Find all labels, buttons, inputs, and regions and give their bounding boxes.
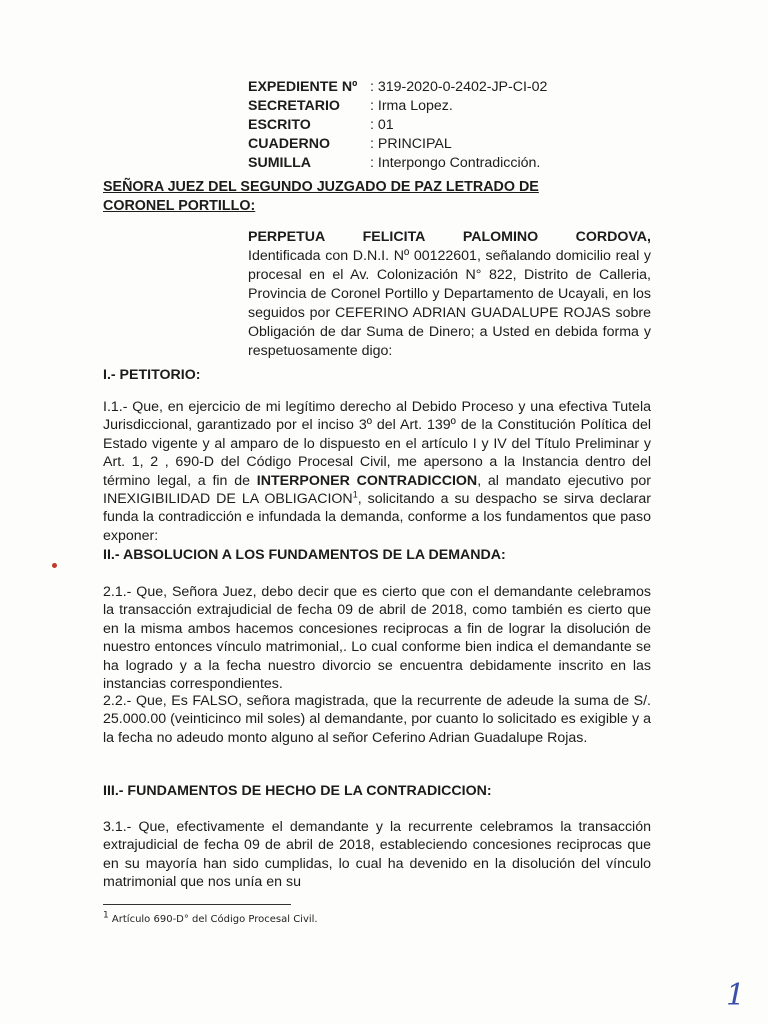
section-title-petitorio: I.- PETITORIO: <box>103 367 201 383</box>
section-title-absolucion: II.- ABSOLUCION A LOS FUNDAMENTOS DE LA DEMANDA: <box>103 547 506 563</box>
header-value: : PRINCIPAL <box>370 136 452 152</box>
paragraph-text: , solicitando a su despacho se sirva declarar funda la contradicción e infundada la demanda, conforme a los fundamentos que paso exponer: <box>103 491 651 544</box>
paragraph-2-1: 2.1.- Que, Señora Juez, debo decir que es cierto que con el demandante celebramos la transacción extrajudicial de fecha 09 de abril de 2018, como también es cierto que en la misma ambos hacemos concesiones reciprocas a fin de lograr la disolución de nuestro entonces vínculo matrimonial,. Lo cual conforme bien indica el demandante se ha logrado y a la fecha nuestro divorcio se encuentra debidamente inscrito en las instancias correspondientes. <box>103 584 651 693</box>
header-row-cuaderno <box>248 135 547 154</box>
paragraph-text: I.1.- Que, en ejercicio de mi legítimo derecho al Debido Proceso y una efectiva Tutela Jurisdiccional, garantizado por el inciso 3º del Art. 139º de la Constitución Política del Estado vigente y al amparo de lo dispuesto en el artículo I y IV del Título Preliminar y Art. 1, 2 , 690-D del Código Procesal Civil, me apersono a la Instancia dentro del término legal, a fin de <box>103 399 651 489</box>
header-label: SUMILLA <box>248 155 312 171</box>
name-word: PALOMINO <box>462 229 539 245</box>
name-word: PERPETUA <box>248 229 326 245</box>
footnote-divider <box>103 904 291 905</box>
name-word: CORDOVA, <box>575 229 651 245</box>
footnote <box>103 910 318 925</box>
header-value: : 01 <box>370 117 394 133</box>
header-row-escrito <box>248 116 547 135</box>
header-row-expediente <box>248 78 547 97</box>
petitioner-name <box>248 228 651 247</box>
footnote-number: 1 <box>103 910 109 921</box>
footnote-text: Artículo 690-D° del Código Procesal Civil. <box>108 914 318 925</box>
header-row-secretario <box>248 97 547 116</box>
header-row-sumilla <box>248 154 547 173</box>
paragraph-2-2: 2.2.- Que, Es FALSO, señora magistrada, que la recurrente de adeude la suma de S/. 25.000.00 (veinticinco mil soles) al demandante, por cuanto lo solicitado es exigible y a la fecha no adeudo monto alguno al señor Ceferino Adrian Guadalupe Rojas. <box>103 693 651 746</box>
name-word: FELICITA <box>362 229 426 245</box>
ink-dot <box>52 563 57 568</box>
intro-text: Identificada con D.N.I. Nº 00122601, señalando domicilio real y procesal en el Av. Colonización N° 822, Distrito de Calleria, Provincia de Coronel Portillo y Departamento de Ucayali, en los seguidos por CEFERINO ADRIAN GUADALUPE ROJAS sobre Obligación de dar Suma de Dinero; a Usted en debida forma y respetuosamente digo: <box>248 248 651 359</box>
footnote-ref: 1 <box>352 489 358 500</box>
section-title-fundamentos: III.- FUNDAMENTOS DE HECHO DE LA CONTRADICCION: <box>103 783 492 799</box>
header-label: SECRETARIO <box>248 98 340 114</box>
paragraph-bold-text: INTERPONER CONTRADICCION <box>256 472 478 489</box>
header-value: : 319-2020-0-2402-JP-CI-02 <box>370 79 548 95</box>
case-header <box>248 78 547 173</box>
paragraph-text: , al mandato ejecutivo por INEXIGIBILIDAD DE LA OBLIGACION <box>103 472 652 508</box>
paragraph-3-1: 3.1.- Que, efectivamente el demandante y la recurrente celebramos la transacción extrajudicial de fecha 09 de abril de 2018, estableciendo concesiones reciprocas que en su mayoría han sido cumplidas, lo cual ha devenido en la disolución del vínculo matrimonial que nos unía en su <box>103 819 651 891</box>
header-label: EXPEDIENTE Nº <box>248 79 358 95</box>
header-label: CUADERNO <box>248 136 330 152</box>
court-addressee: SEÑORA JUEZ DEL SEGUNDO JUZGADO DE PAZ LETRADO DE CORONEL PORTILLO: <box>103 179 539 214</box>
paragraph-1-1 <box>103 398 651 545</box>
header-label: ESCRITO <box>248 117 311 133</box>
header-value: : Irma Lopez. <box>370 98 453 114</box>
handwritten-page-number: 1 <box>726 978 746 1013</box>
header-value: : Interpongo Contradicción. <box>370 155 541 171</box>
intro-paragraph <box>248 228 651 361</box>
